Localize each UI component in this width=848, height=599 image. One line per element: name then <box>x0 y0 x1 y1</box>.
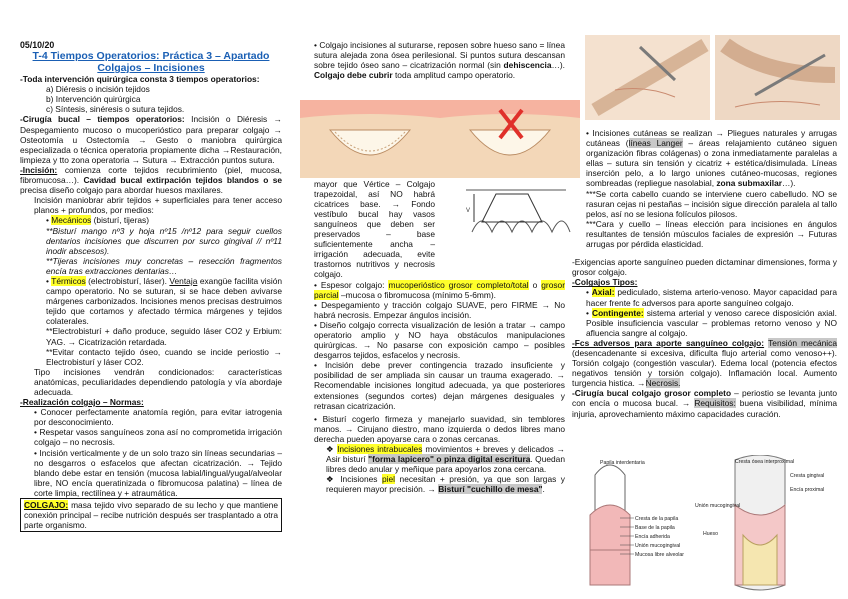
grosor-paragraph <box>572 388 837 418</box>
axial-label: Axial: <box>591 287 615 298</box>
label-mucosa-libre: Mucosa libre alveolar <box>635 552 685 558</box>
label-union-mucogingival-left: Unión mucogingival <box>635 543 681 549</box>
label-union-mucogingival-right: Unión mucogingival <box>695 503 741 509</box>
requisitos-label: Requisitos: <box>694 398 736 409</box>
langer-label: líneas Langer <box>628 138 683 149</box>
bisturi-paragraph: • Bisturí cogerlo firmeza y manejarlo suavidad, sin temblores manos. → Cirujano diestro, mano izquierda o dedos libres mano derecha pueden apoyarse cara o zonas cercanas. <box>314 413 565 444</box>
note-bisturi: **Bisturí mango nº3 y hoja nº15 /nº12 para seguir cuellos dentarios incisiones que discurren por surco gingival // nº11 inodir abscesos). <box>46 225 282 256</box>
maniobrar-paragraph: Incisión maniobrar abrir tejidos + superficiales para tener acceso planos + profundos, por medios: <box>34 195 282 216</box>
grosor-heading: -Cirugía bucal colgajo grosor completo <box>572 388 732 399</box>
sutura-text1: • Colgajo incisiones al suturarse, reposen sobre hueso sano = línea sutura alejada zona ósea perilesional. Si puntos sutura descansan sobre tejido óseo sano – cicatrización normal (sin <box>314 40 565 71</box>
note-tijeras: **Tijeras incisiones muy concretas – resección fragmentos encía tras extracciones dentarias… <box>46 255 282 276</box>
label-cresta-osea: Cresta ósea interproximal <box>735 459 795 465</box>
submaxilar-label: zona submaxilar <box>716 178 782 189</box>
piel-end: . <box>542 484 545 495</box>
axial-item: • Axial: pediculado, sistema arterio-venoso. Mayor capacidad para hacer frente fc adversos para aporte sanguíneo colgajo. <box>586 287 837 308</box>
trapezoid-flap-figure <box>462 182 574 246</box>
cirugia-lead: -Cirugía bucal – tiempos operatorios: <box>20 114 185 125</box>
fcs-text: (desencadenante si excesiva, dificulta flujo arterial como venoso++). Torsión colgajo (congestión vascular). Edema local (potencia efectos negativos tensión y torsión colgajo). Inflamación local. Aumento turgencia histica. → <box>572 347 837 389</box>
incision-text2: precisa diseño colgajo para abordar huesos maxilares. <box>20 185 223 196</box>
note-evitar: **Evitar contacto tejido óseo, cuando se incide periostio → Electrobisturí y láser CO2. <box>46 346 282 367</box>
document-date: 05/10/20 <box>20 40 55 50</box>
espesor-paragraph <box>300 280 565 300</box>
contingente-text: sistema arterial y venoso carece disposición axial. Posible insuficiencia vascular – problemas retorno venoso y NO afluencia sangre al colgajo. <box>586 307 837 338</box>
colgajo-text: masa tejido vivo separado de su lecho y que mantiene conexión principal – recibe nutrición después ser trasplantado a otra parte organismo. <box>24 500 278 531</box>
column-right <box>572 128 837 419</box>
label-cresta-gingival: Cresta gingival <box>790 473 825 479</box>
incision-paragraph <box>20 165 282 195</box>
axial-text: pediculado, sistema arterio-venoso. Mayor capacidad para hacer frente fc adversos para aporte sanguíneo colgajo. <box>586 287 837 308</box>
mecanicos-label: Mecánicos <box>51 215 92 226</box>
mecanicos-item: • Mecánicos (bisturí, tijeras) <box>46 215 150 226</box>
norm-incision: • Incisión verticalmente y de un solo trazo sin líneas secundarias – no desgarros o esfacelos que afectan cicatrización. → Tejido blando debe estar en tensión (mucosa labial/lingual/yugal/alveolar libre, NO encía queratinizada o fibromucosa palatina) – línea de corte limpia, rectilínea y + atraumática. <box>34 447 282 498</box>
intrabucales-label: Incisiones intrabucales <box>337 444 423 454</box>
cutaneas-text2: – áreas relajamiento cutáneo siguen organización fibras colágenas) o zona inmediatamente paralelas a ellas – sutura sin tensión y cicatriz + estética/disimulada. Líneas inserción pelo, a lo largo uniones cutáneo-mucosas, regiones sombreadas (repliegue nasolabial, <box>586 138 837 189</box>
piel-bold: Bisturí "cuchillo de mesa" <box>438 484 543 495</box>
label-hueso: Hueso <box>703 531 718 537</box>
despegamiento-paragraph: • Despegamiento y tracción colgajo SUAVE, pero FIRME → No habrá necrosis. Empezar ángulos incisión. <box>314 299 565 320</box>
espesor-lead: • Espesor colgajo: <box>314 279 389 290</box>
cutaneas-text3: …). <box>782 178 796 189</box>
incision-bold: Cavidad bucal extirpación tejidos blandos o se <box>83 175 283 186</box>
piel-label: piel <box>381 474 396 485</box>
piel-text: necesitan + presión, ya que son largas y requieren mayor precisión. → <box>326 474 565 495</box>
tipo-paragraph: Tipo incisiones vendrán condicionados: características anatómicas, peculiaridades dependiendo patología y vía abordaje adecuada. <box>34 366 282 397</box>
fcs-paragraph <box>572 338 837 388</box>
sutura-text3: toda amplitud campo operatorio. <box>392 70 516 81</box>
intrabucales-rest: . Quedan libres dedo anular y meñique para apoyarlos zona cercana. <box>326 454 565 475</box>
column-left <box>20 40 282 532</box>
exigencias-paragraph: -Exigencias aporte sanguíneo pueden dictaminar dimensiones, forma y grosor colgajo. <box>572 257 837 278</box>
sutura-bold1: dehiscencia <box>503 60 552 71</box>
tipos-heading: -Colgajos Tipos: <box>572 277 638 288</box>
necrosis-label: Necrosis. <box>645 378 681 389</box>
termicos-label: Térmicos <box>51 275 86 286</box>
document-title-line1: T-4 Tiempos Operatorios: Práctica 3 – Apartado <box>32 50 270 63</box>
cirugia-text: Incisión o Diéresis → Despegamiento mucoso o mucoperióstico para preparar colgajo → Osteotomía u Ostectomía → Gesto o maniobra quirúrgica especializada o técnica operatoria propiamente dicha →Restauración, limpieza y tto zona operatoria → Sutura → Extracción puntos sutura. <box>20 114 282 165</box>
label-papila-interdentaria: Papila interdentaria <box>600 460 645 466</box>
label-base-papila: Base de la papila <box>635 525 675 531</box>
espesor-total: mucoperióstico grosor completo/total <box>388 279 529 290</box>
espesor-mid: o <box>528 279 542 290</box>
espesor-parcial: grosor parcial <box>314 279 566 300</box>
contingente-label: Contingente: <box>592 307 644 318</box>
termicos-ventaja: Ventaja <box>169 275 198 286</box>
cirugia-paragraph <box>20 114 282 164</box>
sutura-bold2: Colgajo debe cubrir <box>314 70 393 81</box>
grosor-text2: buena visibilidad, mínima injuria, aprovechamiento máximo capacidades curación. <box>572 398 837 419</box>
cabello-paragraph: ***Se corta cabello cuando se interviene cuero cabelludo. NO se rasuran cejas ni pestañas – incisión sigue dirección paralela al tallo pelos, así no se lesiona folículos pilosos. <box>586 188 837 219</box>
label-encia-proximal: Encía proximal <box>790 487 825 493</box>
contingente-item: • Contingente: sistema arterial y venoso carece disposición axial. Posible insuficiencia vascular – problemas retorno venoso y NO afluencia sangre al colgajo. <box>586 307 837 338</box>
termicos-rest: exangüe facilita visión campo operatorio. No se suturan, si se hace deben avivarse márgenes carbonizados. Incisiones menos precisas destruimos tejido que cortamos y afectado térmica márgenes y tejidos colaterales. <box>46 275 283 327</box>
fcs-heading: -Fcs adversos para aporte sanguíneo colgajo: <box>572 337 765 348</box>
diseno-paragraph: • Diseño colgajo correcta visualización de lesión a tratar → campo operatorio amplio y NO haya obstáculos manipulaciones quirúrgicas. → No pasarse con exposición campo – posibles desgarros tejidos, esfacelos y necrosis. <box>314 319 565 361</box>
sutura-paragraph <box>300 40 565 80</box>
tension-label: Tensión mecánica <box>768 337 837 348</box>
step-c: c) Síntesis, sinéresis o sutura tejidos. <box>46 104 185 115</box>
sutura-text2: …). <box>551 60 565 71</box>
cara-paragraph: ***Cara y cuello – líneas elección para incisiones en ángulos resultantes de tensión músculos faciales de expresión → Futuras arrugas por pérdida elasticidad. <box>586 218 837 250</box>
label-cresta-papila: Cresta de la papila <box>635 516 679 522</box>
suture-bone-figure <box>300 100 580 178</box>
intrabucales-bold: "forma lapicero" o pinza digital escritura <box>368 454 531 465</box>
step-a: a) Diéresis o incisión tejidos <box>46 84 150 95</box>
label-encia-adherida: Encía adherida <box>635 534 670 540</box>
incision-prever-paragraph: • Incisión debe prever contingencia trazado insuficiente y posibilidad de ser ampliada sin causar un trauma exagerado. → Recomendable incisiones longitud adecuada, ya que posteriores extensiones (segundos cortes) dejan márgenes desiguales y retrasan cicatrización. <box>314 360 565 411</box>
colgajo-definition-box <box>20 498 282 532</box>
cutaneas-text1: • Incisiones cutáneas se realizan → Pliegues naturales y arrugas cutáneas ( <box>586 128 837 149</box>
norm-vasos: • Respetar vasos sanguíneos zona así no comprometida irrigación colgajo – no necrosis. <box>34 427 282 448</box>
piel-paragraph <box>300 474 565 494</box>
cutaneas-paragraph <box>572 128 837 189</box>
intervencion-heading: -Toda intervención quirúrgica consta 3 tiempos operatorios: <box>20 74 260 85</box>
realizacion-heading: -Realización colgajo – Normas: <box>20 397 144 408</box>
svg-text:V: V <box>466 208 471 214</box>
anchura-paragraph: mayor que Vértice – Colgajo trapezoidal, así NO habrá cicatrices base. → Fondo vestíbulo bucal hay vasos sanguíneos que deben ser preservados – base suficientemente ancha – irrigación adecuada, evite trastornos nutritivos y necrosis colgajo. <box>314 178 435 280</box>
colgajo-label: COLGAJO: <box>24 500 69 511</box>
incision-text1: comienza corte tejidos recubrimiento (piel, mucosa, fibromucosa…). <box>20 164 282 186</box>
note-electrobisturi: **Electrobisturí + daño produce, seguido láser CO2 y Erbium: YAG. → Cicatrización retardada. <box>46 326 282 347</box>
grosor-text1: – periostio se levanta junto con encía o mucosa bucal. → <box>572 388 837 409</box>
intrabucales-text: movimientos + breves y delicados → Asir bisturí <box>326 444 565 465</box>
espesor-rest: –mucosa o fibromucosa (mínimo 5-6mm). <box>338 289 496 300</box>
incision-lead: -Incisión: <box>20 164 58 175</box>
document-title-line2: Colgajos – Incisiones <box>97 62 205 75</box>
piel-lead: ❖ Incisiones <box>326 474 382 485</box>
mecanicos-rest: (bisturí, tijeras) <box>91 215 150 226</box>
termicos-mid: (electrobisturí, láser). <box>85 275 170 286</box>
step-b: b) Intervención quirúrgica <box>46 94 141 105</box>
norm-anatomia: • Conocer perfectamente anatomía región, para evitar iatrogenia por desconocimiento. <box>34 407 282 428</box>
intrabucales-paragraph: ❖ Incisiones intrabucales movimientos + breves y delicados → Asir bisturí "forma lapicero" o pinza digital escritura. Quedan libres dedo anular y meñique para apoyarlos zona cercana. <box>326 444 565 475</box>
gingiva-anatomy-figure <box>585 455 835 595</box>
skin-incision-photos <box>585 35 840 120</box>
termicos-item: • Térmicos (electrobisturí, láser). Ventaja exangüe facilita visión campo operatorio. No se suturan, si se hace deben avivarse márgenes carbonizados. Incisiones menos precisas destruimos tejido que cortamos y afectado térmica márgenes y tejidos colaterales. <box>46 275 283 327</box>
